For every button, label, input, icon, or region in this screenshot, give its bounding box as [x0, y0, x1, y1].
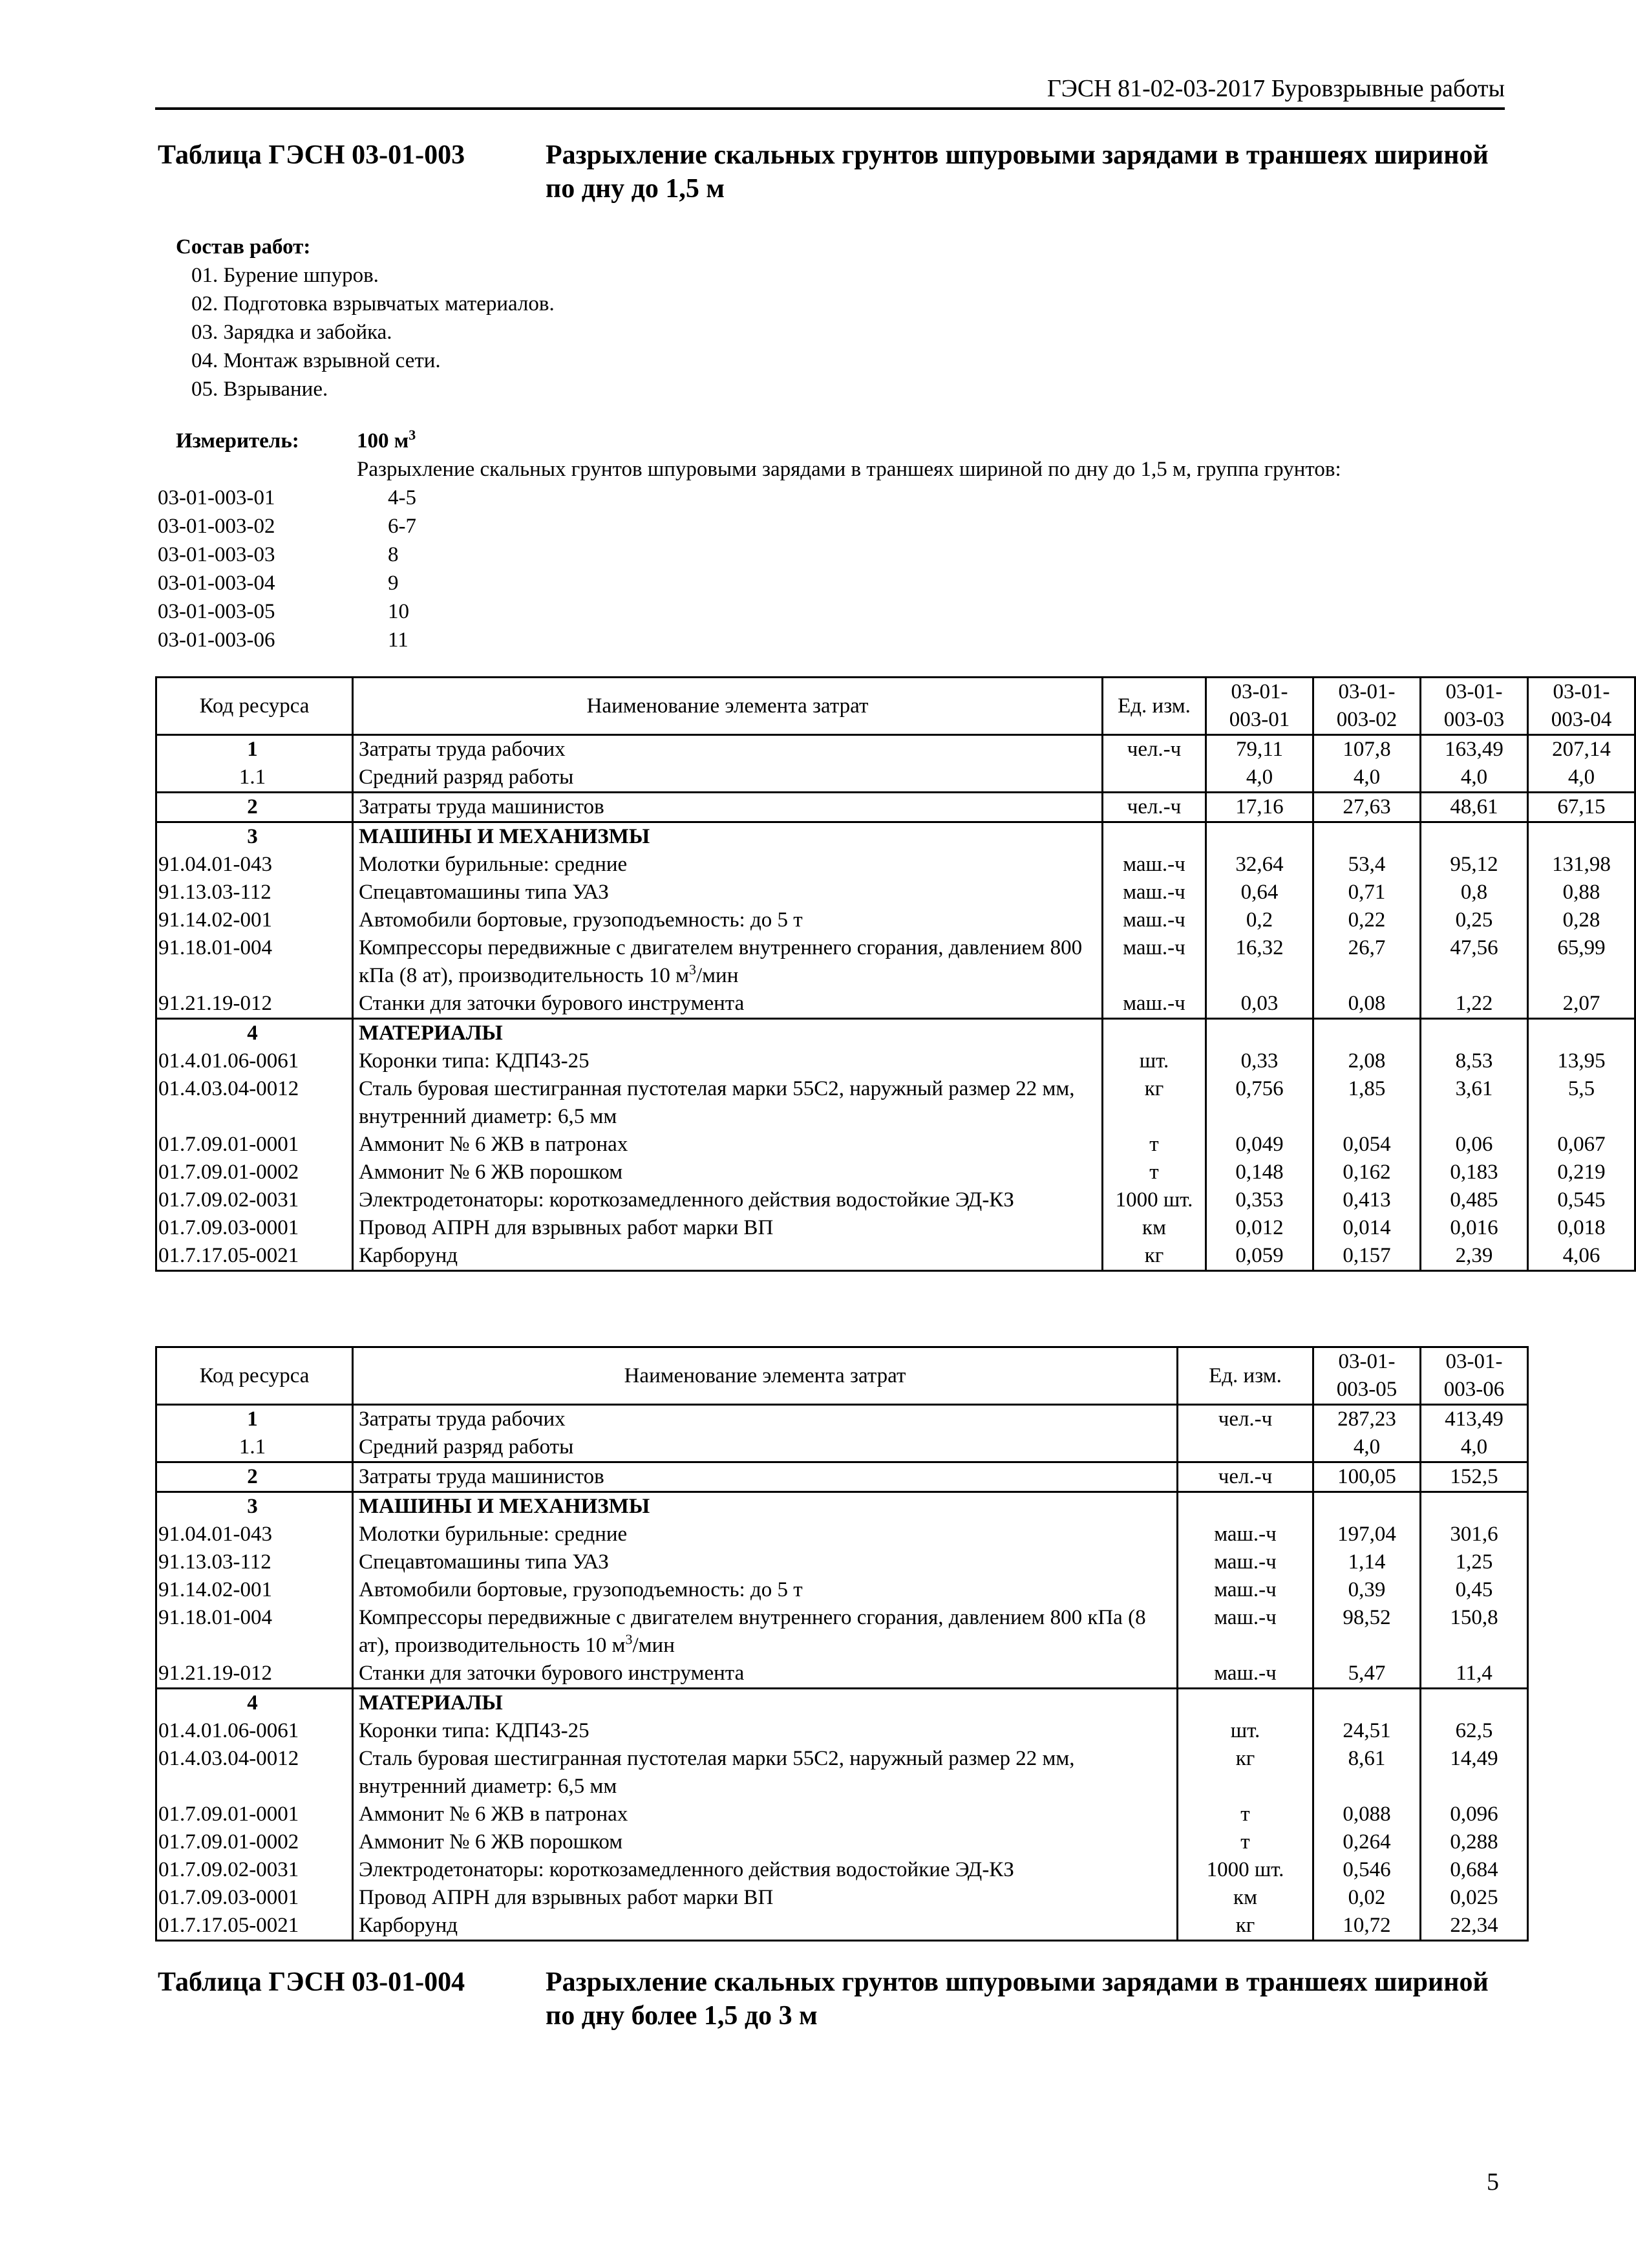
unit: 1000 шт. [1178, 1856, 1313, 1884]
work-item: 02. Подготовка взрывчатых материалов. [191, 292, 555, 316]
resource-name: Молотки бурильные: средние [353, 1521, 1178, 1548]
table-row [156, 1075, 1635, 1131]
resource-name: Электродетонаторы: короткозамедленного действия водостойкие ЭД-КЗ [353, 1186, 1103, 1214]
measure-code: 03-01-003-05 [158, 600, 275, 623]
norm-value: 0,088 [1313, 1801, 1421, 1828]
norm-value: 4,06 [1528, 1242, 1635, 1271]
resource-name: Сталь буровая шестигранная пустотелая марки 55С2, наружный размер 22 мм, внутренний диаметр: 6,5 мм [353, 1075, 1103, 1131]
table-row [156, 1214, 1635, 1242]
resource-code: 01.7.09.03-0001 [156, 1884, 353, 1912]
norm-value [1421, 822, 1528, 851]
unit: маш.-ч [1178, 1548, 1313, 1576]
table-row [156, 1717, 1528, 1745]
measure-code: 03-01-003-01 [158, 486, 275, 509]
table-row [156, 1159, 1635, 1186]
resource-code: 91.18.01-004 [156, 934, 353, 990]
resource-name: Автомобили бортовые, грузоподъемность: до 5 т [353, 1576, 1178, 1604]
measure-code: 03-01-003-03 [158, 543, 275, 566]
norm-value [1528, 822, 1635, 851]
norm-value: 152,5 [1421, 1462, 1528, 1492]
unit [1178, 1689, 1313, 1718]
norm-value: 1,22 [1421, 990, 1528, 1019]
work-title: Состав работ: [176, 235, 311, 259]
table-row [156, 851, 1635, 879]
header-col-line: 03-01- [1445, 680, 1503, 703]
norm-value [1313, 1492, 1421, 1521]
table-name: Разрыхление скальных грунтов шпуровыми зарядами в траншеях шириной по дну до 1,5 м [546, 140, 1489, 204]
norm-value: 0,059 [1206, 1242, 1313, 1271]
norm-value: 0,88 [1528, 879, 1635, 906]
norm-value: 98,52 [1313, 1604, 1421, 1660]
header-col-line: 003-05 [1336, 1378, 1397, 1401]
unit [1103, 822, 1206, 851]
resource-name: МАТЕРИАЛЫ [353, 1019, 1103, 1048]
soil-group: 9 [388, 572, 399, 595]
norm-value: 0,183 [1421, 1159, 1528, 1186]
norm-value: 2,39 [1421, 1242, 1528, 1271]
norm-value: 197,04 [1313, 1521, 1421, 1548]
header-col-line: 003-02 [1336, 708, 1397, 731]
unit: маш.-ч [1103, 851, 1206, 879]
page-header: ГЭСН 81-02-03-2017 Буровзрывные работы [155, 72, 1505, 110]
resource-name: Провод АПРН для взрывных работ марки ВП [353, 1214, 1103, 1242]
unit: кг [1103, 1242, 1206, 1271]
table-row [156, 1856, 1528, 1884]
norm-value [1313, 1019, 1421, 1048]
resource-name: Станки для заточки бурового инструмента [353, 990, 1103, 1019]
resource-name: Аммонит № 6 ЖВ в патронах [353, 1131, 1103, 1159]
norm-value: 0,22 [1313, 906, 1421, 934]
norm-value: 0,71 [1313, 879, 1421, 906]
unit: кг [1103, 1075, 1206, 1131]
table-row [156, 1492, 1528, 1521]
norm-value: 22,34 [1421, 1912, 1528, 1941]
norm-value: 0,264 [1313, 1828, 1421, 1856]
work-item: 03. Зарядка и забойка. [191, 321, 392, 344]
unit: кг [1178, 1912, 1313, 1941]
norm-value: 0,684 [1421, 1856, 1528, 1884]
resource-name: Затраты труда рабочих [353, 1405, 1178, 1434]
unit: маш.-ч [1103, 990, 1206, 1019]
work-item: 05. Взрывание. [191, 378, 328, 401]
norm-value: 65,99 [1528, 934, 1635, 990]
measure-code: 03-01-003-06 [158, 628, 275, 652]
resource-name: МАТЕРИАЛЫ [353, 1689, 1178, 1718]
resource-name: Аммонит № 6 ЖВ порошком [353, 1828, 1178, 1856]
resource-name: Компрессоры передвижные с двигателем внутреннего сгорания, давлением 800 кПа (8 ат), производительность 10 $м^3$/мин [353, 1604, 1178, 1660]
resource-code: 01.4.01.06-0061 [156, 1717, 353, 1745]
header-unit: Ед. изм. [1103, 678, 1206, 735]
resource-code: 91.13.03-112 [156, 879, 353, 906]
norm-value: 0,45 [1421, 1576, 1528, 1604]
resource-code: 01.7.09.03-0001 [156, 1214, 353, 1242]
resource-name: МАШИНЫ И МЕХАНИЗМЫ [353, 822, 1103, 851]
unit: км [1178, 1884, 1313, 1912]
table-row [156, 793, 1635, 822]
work-item: 04. Монтаж взрывной сети. [191, 349, 441, 372]
header-col-line: 003-01 [1229, 708, 1290, 731]
norm-value: 0,148 [1206, 1159, 1313, 1186]
norm-value: 0,25 [1421, 906, 1528, 934]
table-row [156, 1462, 1528, 1492]
header-unit: Ед. изм. [1178, 1347, 1313, 1405]
norm-value: 0,157 [1313, 1242, 1421, 1271]
resource-name: Спецавтомашины типа УАЗ [353, 1548, 1178, 1576]
table-row [156, 822, 1635, 851]
unit [1178, 1433, 1313, 1462]
measure-label: Измеритель: [176, 429, 299, 453]
norm-value: 14,49 [1421, 1745, 1528, 1801]
norm-value: 0,08 [1313, 990, 1421, 1019]
table-row [156, 1884, 1528, 1912]
header-col-line: 03-01- [1338, 1350, 1396, 1373]
unit: маш.-ч [1103, 879, 1206, 906]
norm-value: 0,018 [1528, 1214, 1635, 1242]
measure-unit: 100 $м^3$ [357, 427, 416, 453]
table-row [156, 735, 1635, 764]
unit: маш.-ч [1178, 1521, 1313, 1548]
norm-value [1313, 822, 1421, 851]
resource-code: 91.14.02-001 [156, 906, 353, 934]
resource-name: Станки для заточки бурового инструмента [353, 1660, 1178, 1689]
norm-value: 0,545 [1528, 1186, 1635, 1214]
norm-value: 0,02 [1313, 1884, 1421, 1912]
norm-value: 8,53 [1421, 1047, 1528, 1075]
header-col-line: 003-06 [1443, 1378, 1505, 1401]
resource-code: 4 [156, 1019, 353, 1048]
norm-value: 4,0 [1206, 764, 1313, 793]
resource-code: 91.13.03-112 [156, 1548, 353, 1576]
table-row [156, 1186, 1635, 1214]
norm-value: 0,33 [1206, 1047, 1313, 1075]
norm-value [1206, 1019, 1313, 1048]
norm-value: 0,64 [1206, 879, 1313, 906]
norm-value: 0,06 [1421, 1131, 1528, 1159]
resource-name: Карборунд [353, 1242, 1103, 1271]
unit: маш.-ч [1103, 934, 1206, 990]
resource-code: 91.14.02-001 [156, 1576, 353, 1604]
resource-code: 91.04.01-043 [156, 851, 353, 879]
resource-name: Карборунд [353, 1912, 1178, 1941]
unit: т [1103, 1131, 1206, 1159]
resource-code: 91.18.01-004 [156, 1604, 353, 1660]
norm-value: 67,15 [1528, 793, 1635, 822]
norm-value: 0,014 [1313, 1214, 1421, 1242]
resource-name: Затраты труда машинистов [353, 793, 1103, 822]
norm-value: 27,63 [1313, 793, 1421, 822]
norm-value: 0,39 [1313, 1576, 1421, 1604]
table-row [156, 1405, 1528, 1434]
norm-value [1421, 1492, 1528, 1521]
resource-code: 1 [156, 1405, 353, 1434]
norm-value: 4,0 [1421, 1433, 1528, 1462]
norm-value: 0,162 [1313, 1159, 1421, 1186]
unit: шт. [1178, 1717, 1313, 1745]
header-col-line: 03-01- [1231, 680, 1288, 703]
norm-value: 3,61 [1421, 1075, 1528, 1131]
resource-name: Провод АПРН для взрывных работ марки ВП [353, 1884, 1178, 1912]
norm-value: 53,4 [1313, 851, 1421, 879]
table-row [156, 1660, 1528, 1689]
norm-value: 0,067 [1528, 1131, 1635, 1159]
norm-value: 0,096 [1421, 1801, 1528, 1828]
resource-code: 01.7.09.01-0002 [156, 1159, 353, 1186]
resource-name: Коронки типа: КДП43-25 [353, 1717, 1178, 1745]
norm-value: 100,05 [1313, 1462, 1421, 1492]
norm-value: 0,025 [1421, 1884, 1528, 1912]
norm-value: 62,5 [1421, 1717, 1528, 1745]
unit: маш.-ч [1178, 1660, 1313, 1689]
norm-value: 0,413 [1313, 1186, 1421, 1214]
table-code: Таблица ГЭСН 03-01-004 [158, 1967, 465, 1997]
norm-value: 207,14 [1528, 735, 1635, 764]
norm-value [1528, 1019, 1635, 1048]
resource-name: Аммонит № 6 ЖВ в патронах [353, 1801, 1178, 1828]
table-name: Разрыхление скальных грунтов шпуровыми зарядами в траншеях шириной по дну более 1,5 до 3 м [546, 1967, 1489, 2031]
resource-code: 91.04.01-043 [156, 1521, 353, 1548]
table-row [156, 1912, 1528, 1941]
soil-group: 11 [388, 628, 409, 652]
resource-code: 01.4.03.04-0012 [156, 1745, 353, 1801]
table-row [156, 1548, 1528, 1576]
header-col-line: 003-04 [1551, 708, 1612, 731]
norm-value: 1,85 [1313, 1075, 1421, 1131]
unit: чел.-ч [1178, 1405, 1313, 1434]
resource-code: 2 [156, 1462, 353, 1492]
resource-name: Электродетонаторы: короткозамедленного действия водостойкие ЭД-КЗ [353, 1856, 1178, 1884]
norm-value: 95,12 [1421, 851, 1528, 879]
unit: т [1178, 1801, 1313, 1828]
resource-code: 01.7.09.02-0031 [156, 1856, 353, 1884]
resource-code: 3 [156, 822, 353, 851]
norm-value [1421, 1019, 1528, 1048]
unit: чел.-ч [1103, 735, 1206, 764]
header-col-line: 03-01- [1445, 1350, 1503, 1373]
unit: км [1103, 1214, 1206, 1242]
table-row [156, 1801, 1528, 1828]
resource-table-2 [155, 1346, 1529, 1942]
measure-code: 03-01-003-02 [158, 515, 275, 538]
resource-name: Сталь буровая шестигранная пустотелая марки 55С2, наружный размер 22 мм, внутренний диаметр: 6,5 мм [353, 1745, 1178, 1801]
norm-value: 4,0 [1313, 764, 1421, 793]
resource-name: Молотки бурильные: средние [353, 851, 1103, 879]
resource-name: Компрессоры передвижные с двигателем внутреннего сгорания, давлением 800 кПа (8 ат), производительность 10 $м^3$/мин [353, 934, 1103, 990]
resource-code: 01.7.09.01-0001 [156, 1131, 353, 1159]
resource-name: Спецавтомашины типа УАЗ [353, 879, 1103, 906]
norm-value: 163,49 [1421, 735, 1528, 764]
unit: маш.-ч [1103, 906, 1206, 934]
work-composition [176, 233, 555, 403]
resource-code: 91.21.19-012 [156, 1660, 353, 1689]
unit [1103, 1019, 1206, 1048]
header-col [1528, 678, 1635, 735]
norm-value: 32,64 [1206, 851, 1313, 879]
header-col [1421, 678, 1528, 735]
table-row [156, 764, 1635, 793]
unit: чел.-ч [1178, 1462, 1313, 1492]
resource-code: 91.21.19-012 [156, 990, 353, 1019]
header-code: Код ресурса [156, 678, 353, 735]
norm-value: 131,98 [1528, 851, 1635, 879]
norm-value: 4,0 [1421, 764, 1528, 793]
header-col [1206, 678, 1313, 735]
resource-code: 1 [156, 735, 353, 764]
norm-value: 287,23 [1313, 1405, 1421, 1434]
unit: маш.-ч [1178, 1604, 1313, 1660]
norm-value: 24,51 [1313, 1717, 1421, 1745]
resource-code: 01.7.17.05-0021 [156, 1912, 353, 1941]
header-col-line: 03-01- [1553, 680, 1610, 703]
norm-value: 2,08 [1313, 1047, 1421, 1075]
unit [1103, 764, 1206, 793]
resource-name: Затраты труда рабочих [353, 735, 1103, 764]
soil-group: 10 [388, 600, 409, 623]
resource-name: Средний разряд работы [353, 1433, 1178, 1462]
norm-value: 0,485 [1421, 1186, 1528, 1214]
unit: т [1103, 1159, 1206, 1186]
page-number: 5 [1487, 2168, 1499, 2196]
resource-table-1 [155, 676, 1636, 1272]
table-row [156, 990, 1635, 1019]
resource-code: 01.4.01.06-0061 [156, 1047, 353, 1075]
norm-value: 0,288 [1421, 1828, 1528, 1856]
norm-value: 0,03 [1206, 990, 1313, 1019]
table-row [156, 1242, 1635, 1271]
table-row [156, 1433, 1528, 1462]
norm-value: 5,47 [1313, 1660, 1421, 1689]
header-col-line: 003-03 [1443, 708, 1505, 731]
norm-value: 0,2 [1206, 906, 1313, 934]
norm-value: 150,8 [1421, 1604, 1528, 1660]
header-col [1421, 1347, 1528, 1405]
norm-value: 48,61 [1421, 793, 1528, 822]
table-code: Таблица ГЭСН 03-01-003 [158, 140, 465, 170]
norm-value: 4,0 [1528, 764, 1635, 793]
header-col-line: 03-01- [1338, 680, 1396, 703]
resource-code: 01.7.17.05-0021 [156, 1242, 353, 1271]
resource-name: Коронки типа: КДП43-25 [353, 1047, 1103, 1075]
norm-value: 0,546 [1313, 1856, 1421, 1884]
norm-value: 47,56 [1421, 934, 1528, 990]
unit: маш.-ч [1178, 1576, 1313, 1604]
table-row [156, 1047, 1635, 1075]
unit: чел.-ч [1103, 793, 1206, 822]
norm-value: 0,012 [1206, 1214, 1313, 1242]
header-name: Наименование элемента затрат [353, 1347, 1178, 1405]
norm-value: 107,8 [1313, 735, 1421, 764]
norm-value: 2,07 [1528, 990, 1635, 1019]
unit: т [1178, 1828, 1313, 1856]
header-code: Код ресурса [156, 1347, 353, 1405]
norm-value: 10,72 [1313, 1912, 1421, 1941]
norm-value: 0,016 [1421, 1214, 1528, 1242]
norm-value: 11,4 [1421, 1660, 1528, 1689]
resource-code: 3 [156, 1492, 353, 1521]
norm-value: 1,25 [1421, 1548, 1528, 1576]
resource-code: 01.7.09.01-0002 [156, 1828, 353, 1856]
table-row [156, 1576, 1528, 1604]
norm-value [1313, 1689, 1421, 1718]
table-row [156, 934, 1635, 990]
norm-value [1206, 822, 1313, 851]
norm-value: 1,14 [1313, 1548, 1421, 1576]
resource-name: Автомобили бортовые, грузоподъемность: до 5 т [353, 906, 1103, 934]
table-row [156, 1689, 1528, 1718]
table-row [156, 1745, 1528, 1801]
resource-name: МАШИНЫ И МЕХАНИЗМЫ [353, 1492, 1178, 1521]
soil-group: 6-7 [388, 515, 416, 538]
table-row [156, 1828, 1528, 1856]
measure-code: 03-01-003-04 [158, 572, 275, 595]
norm-value: 0,054 [1313, 1131, 1421, 1159]
unit: кг [1178, 1745, 1313, 1801]
header-name: Наименование элемента затрат [353, 678, 1103, 735]
table-row [156, 1019, 1635, 1048]
norm-value: 26,7 [1313, 934, 1421, 990]
work-item: 01. Бурение шпуров. [191, 264, 379, 287]
norm-value: 413,49 [1421, 1405, 1528, 1434]
resource-code: 1.1 [156, 764, 353, 793]
norm-value: 0,756 [1206, 1075, 1313, 1131]
unit: 1000 шт. [1103, 1186, 1206, 1214]
resource-code: 2 [156, 793, 353, 822]
measure-description: Разрыхление скальных грунтов шпуровыми зарядами в траншеях шириной по дну до 1,5 м, группа грунтов: [357, 458, 1341, 481]
norm-value: 0,353 [1206, 1186, 1313, 1214]
resource-name: Затраты труда машинистов [353, 1462, 1178, 1492]
table-row [156, 879, 1635, 906]
norm-value [1421, 1689, 1528, 1718]
table-row [156, 1131, 1635, 1159]
norm-value: 13,95 [1528, 1047, 1635, 1075]
resource-code: 01.7.09.01-0001 [156, 1801, 353, 1828]
norm-value: 301,6 [1421, 1521, 1528, 1548]
resource-code: 01.4.03.04-0012 [156, 1075, 353, 1131]
resource-code: 1.1 [156, 1433, 353, 1462]
soil-group: 4-5 [388, 486, 416, 509]
norm-value: 0,8 [1421, 879, 1528, 906]
soil-group: 8 [388, 543, 399, 566]
norm-value: 79,11 [1206, 735, 1313, 764]
table-row [156, 1604, 1528, 1660]
norm-value: 4,0 [1313, 1433, 1421, 1462]
header-col [1313, 1347, 1421, 1405]
table-row [156, 1521, 1528, 1548]
resource-name: Средний разряд работы [353, 764, 1103, 793]
norm-value: 5,5 [1528, 1075, 1635, 1131]
norm-value: 0,28 [1528, 906, 1635, 934]
norm-value: 0,219 [1528, 1159, 1635, 1186]
resource-code: 01.7.09.02-0031 [156, 1186, 353, 1214]
resource-name: Аммонит № 6 ЖВ порошком [353, 1159, 1103, 1186]
norm-value: 0,049 [1206, 1131, 1313, 1159]
unit: шт. [1103, 1047, 1206, 1075]
norm-value: 8,61 [1313, 1745, 1421, 1801]
unit [1178, 1492, 1313, 1521]
norm-value: 16,32 [1206, 934, 1313, 990]
norm-value: 17,16 [1206, 793, 1313, 822]
resource-code: 4 [156, 1689, 353, 1718]
header-col [1313, 678, 1421, 735]
table-row [156, 906, 1635, 934]
